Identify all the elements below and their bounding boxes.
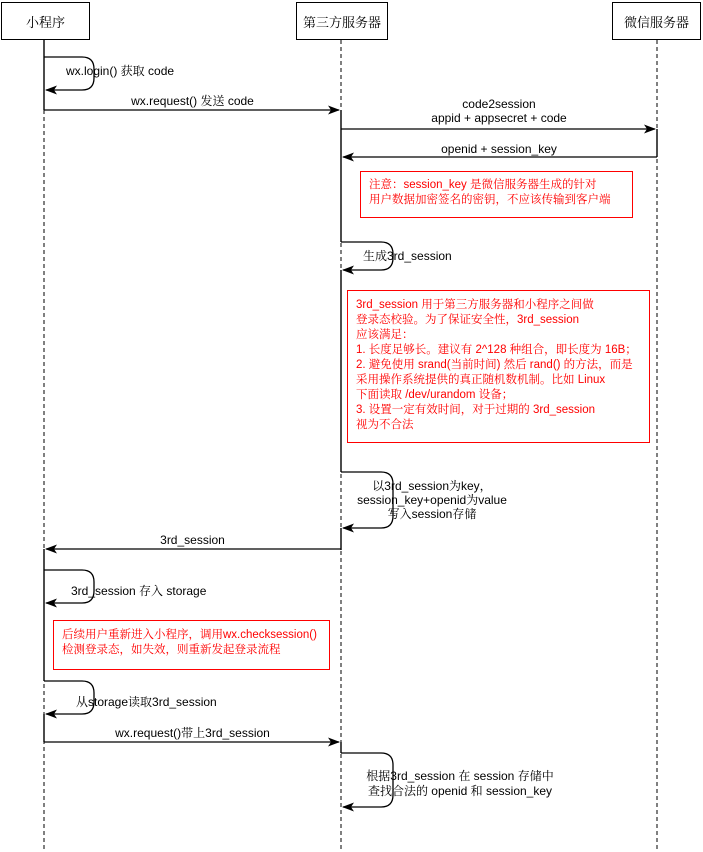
note-third-session-line9: 视为不合法 [356, 419, 414, 431]
label-write-session-line3: 写入session存储 [387, 507, 477, 521]
label-return-3rd-session: 3rd_session [160, 533, 225, 547]
label-lookup-session-line1: 根据3rd_session 在 session 存储中 [366, 769, 554, 783]
actor-label-wechat-server: 微信服务器 [623, 14, 689, 30]
label-request-with-session: wx.request()带上3rd_session [115, 726, 270, 740]
note-third-session-line1: 3rd_session 用于第三方服务器和小程序之间做 [356, 299, 594, 311]
actor-label-third-party-server: 第三方服务器 [302, 14, 381, 30]
label-lookup-session-line2: 查找合法的 openid 和 session_key [367, 784, 553, 798]
actor-label-miniprogram: 小程序 [25, 14, 65, 30]
note-third-session-line6: 采用操作系统提供的真正随机数机制。比如 Linux [356, 374, 606, 386]
label-code2session-line1: code2session [462, 97, 536, 111]
note-third-session-line8: 3. 设置一定有效时间，对于过期的 3rd_session [356, 404, 595, 416]
label-lookup-session [345, 769, 575, 799]
note-session-key-line2: 用户数据加密签名的密钥，不应该传输到客户端 [369, 194, 611, 206]
actor-box-third-party-server [296, 2, 388, 40]
note-third-session-line7: 下面读取 /dev/urandom 设备； [356, 389, 514, 401]
label-write-session-line2: session_key+openid为value [357, 493, 507, 507]
note-third-session-line5: 2. 避免使用 srand(当前时间) 然后 rand() 的方法，而是 [356, 359, 633, 371]
note-checksession [53, 620, 330, 670]
label-gen-3rd-session: 生成3rd_session [363, 249, 452, 263]
note-third-session-line2: 登录态校验。为了保证安全性，3rd_session [356, 314, 580, 326]
actor-box-miniprogram [1, 2, 90, 40]
label-code2session-line2: appid + appsecret + code [431, 111, 567, 125]
note-session-key [360, 171, 633, 218]
note-third-session-line3: 应该满足： [356, 329, 414, 341]
label-openid-session-key: openid + session_key [441, 142, 557, 156]
note-session-key-line1: 注意：session_key 是微信服务器生成的针对 [369, 179, 597, 191]
note-third-session-line4: 1. 长度足够长。建议有 2^128 种组合，即长度为 16B； [356, 344, 637, 356]
actor-box-wechat-server [612, 2, 701, 40]
note-third-session-rules [347, 290, 650, 443]
note-checksession-line2: 检测登录态，如失效，则重新发起登录流程 [62, 644, 281, 656]
note-checksession-line1: 后续用户重新进入小程序，调用wx.checksession() [62, 629, 317, 641]
label-write-session-line1: 以3rd_session为key， [372, 479, 492, 493]
label-code2session [341, 97, 657, 125]
label-store-3rd-session: 3rd_session 存入 storage [71, 584, 207, 598]
label-read-storage: 从storage读取3rd_session [76, 695, 217, 709]
label-write-session [341, 479, 523, 521]
label-send-code: wx.request() 发送 code [131, 94, 254, 108]
label-wx-login: wx.login() 获取 code [66, 64, 175, 78]
